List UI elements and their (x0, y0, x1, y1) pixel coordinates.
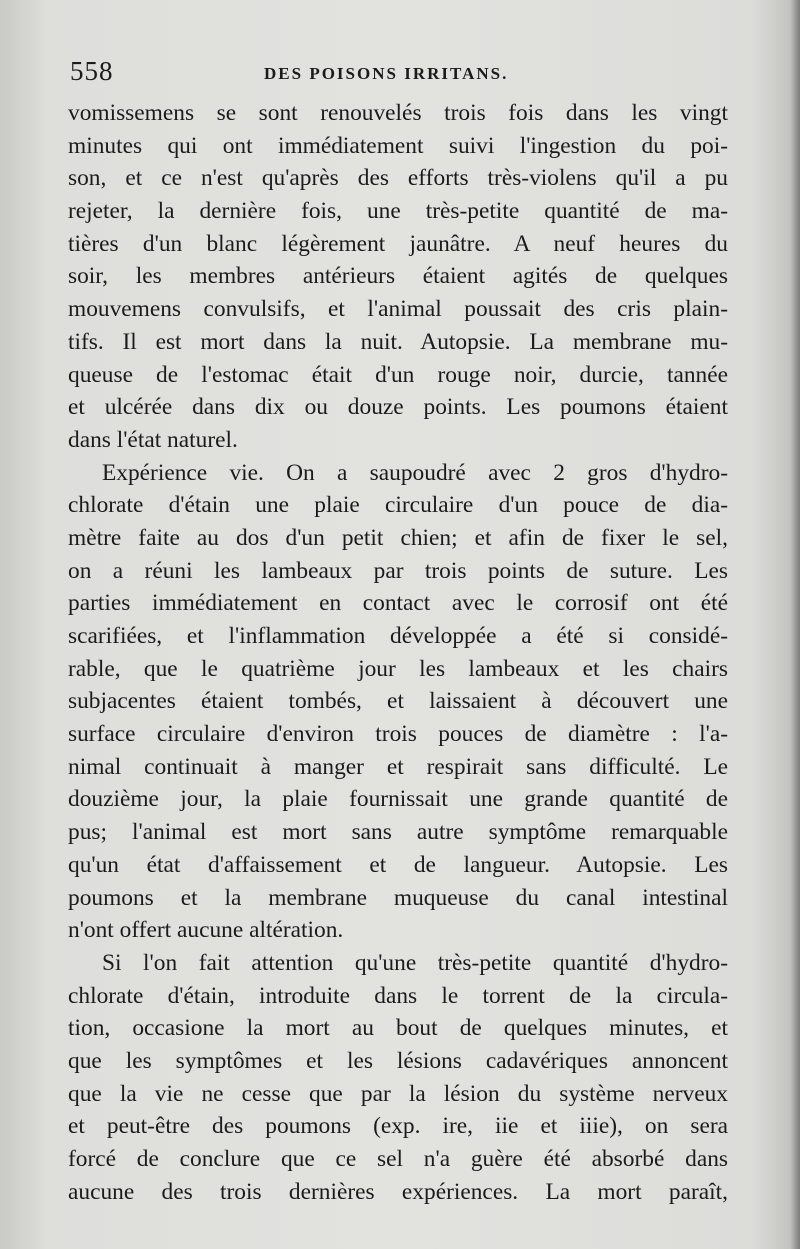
text-line: parties immédiatement en contact avec le corrosif ont été (68, 590, 728, 617)
text-line: son, et ce n'est qu'après des efforts très-violens qu'il a pu (68, 165, 728, 192)
text-line: qu'un état d'affaissement et de langueur. Autopsie. Les (68, 851, 728, 878)
text-line: aucune des trois dernières expériences. La mort paraît, (68, 1178, 728, 1205)
page-number: 558 (70, 56, 114, 86)
text-line: minutes qui ont immédiatement suivi l'ingestion du poi- (68, 132, 728, 159)
text-line: subjacentes étaient tombés, et laissaient à découvert une (68, 688, 728, 715)
text-line: on a réuni les lambeaux par trois points de suture. Les (68, 557, 728, 584)
text-line: tion, occasione la mort au bout de quelques minutes, et (68, 1015, 728, 1042)
text-line: Si l'on fait attention qu'une très-petite quantité d'hydro- (102, 949, 728, 976)
text-line: mouvemens convulsifs, et l'animal poussait des cris plain- (68, 296, 728, 323)
text-line: forcé de conclure que ce sel n'a guère été absorbé dans (68, 1146, 728, 1172)
text-line: dans l'état naturel. (68, 426, 238, 453)
text-line: douzième jour, la plaie fournissait une grande quantité de (68, 786, 728, 813)
text-line: soir, les membres antérieurs étaient agités de quelques (68, 263, 728, 290)
text-line: queuse de l'estomac était d'un rouge noir, durcie, tannée (68, 361, 728, 388)
text-line: n'ont offert aucune altération. (68, 917, 344, 944)
text-line: scarifiées, et l'inflammation développée a été si considé- (68, 623, 728, 649)
text-line: chlorate d'étain, introduite dans le torrent de la circula- (68, 982, 728, 1009)
text-line: chlorate d'étain une plaie circulaire d'un pouce de dia- (68, 492, 728, 519)
text-line: que les symptômes et les lésions cadavériques annoncent (68, 1047, 728, 1074)
text-line: surface circulaire d'environ trois pouces de diamètre : l'a- (68, 721, 728, 748)
text-line: nimal continuait à manger et respirait sans difficulté. Le (68, 753, 728, 780)
text-line: que la vie ne cesse que par la lésion du système nerveux (68, 1080, 728, 1107)
body-text (68, 97, 728, 1208)
text-line: rable, que le quatrième jour les lambeaux et les chairs (68, 655, 728, 682)
text-line: rejeter, la dernière fois, une très-petite quantité de ma- (68, 198, 728, 225)
text-line: vomissemens se sont renouvelés trois fois dans les vingt (68, 100, 728, 126)
text-line: Expérience vie. On a saupoudré avec 2 gros d'hydro- (102, 459, 728, 486)
page-edge-shadow (790, 0, 800, 1249)
text-line: et peut-être des poumons (exp. ire, iie et iiie), on sera (68, 1113, 728, 1140)
running-head (70, 56, 726, 96)
text-line: mètre faite au dos d'un petit chien; et afin de fixer le sel, (68, 524, 728, 551)
text-line: et ulcérée dans dix ou douze points. Les poumons étaient (68, 394, 728, 421)
text-line: pus; l'animal est mort sans autre symptôme remarquable (68, 819, 728, 846)
running-title: DES POISONS IRRITANS. (264, 64, 509, 83)
text-line: tières d'un blanc légèrement jaunâtre. A neuf heures du (68, 230, 728, 257)
text-line: tifs. Il est mort dans la nuit. Autopsie. La membrane mu- (68, 328, 728, 355)
text-line: poumons et la membrane muqueuse du canal intestinal (68, 884, 728, 911)
